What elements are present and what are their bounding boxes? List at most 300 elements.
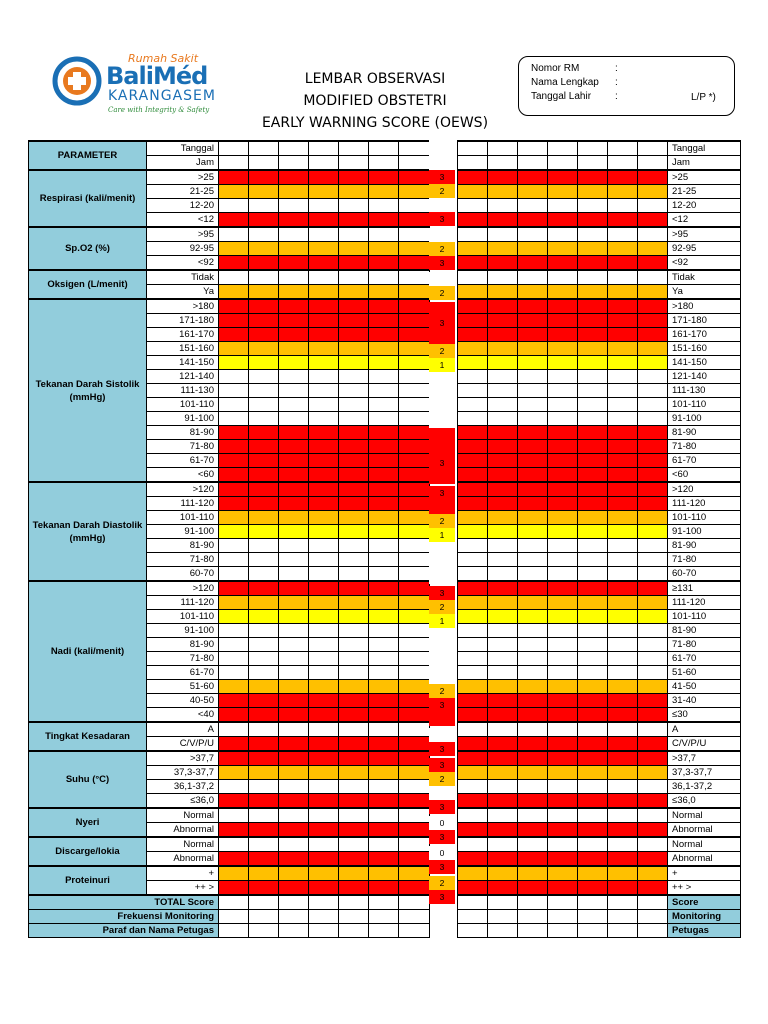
entry-cell[interactable] [608, 270, 638, 285]
entry-cell[interactable] [339, 370, 369, 384]
entry-cell[interactable] [339, 539, 369, 553]
entry-cell[interactable] [608, 780, 638, 794]
entry-cell[interactable] [488, 412, 518, 426]
entry-cell[interactable] [249, 680, 279, 694]
entry-cell[interactable] [548, 370, 578, 384]
entry-cell[interactable] [488, 610, 518, 624]
entry-cell[interactable] [548, 497, 578, 511]
entry-cell[interactable] [219, 270, 249, 285]
entry-cell[interactable] [279, 924, 309, 938]
entry-cell[interactable] [249, 370, 279, 384]
entry-cell[interactable] [339, 213, 369, 228]
entry-cell[interactable] [279, 895, 309, 910]
entry-cell[interactable] [369, 694, 399, 708]
entry-cell[interactable] [638, 199, 668, 213]
entry-cell[interactable] [488, 426, 518, 440]
entry-cell[interactable] [219, 808, 249, 823]
entry-cell[interactable] [369, 468, 399, 483]
entry-cell[interactable] [309, 852, 339, 867]
entry-cell[interactable] [608, 624, 638, 638]
entry-cell[interactable] [309, 141, 339, 156]
entry-cell[interactable] [399, 482, 430, 497]
entry-cell[interactable] [518, 468, 548, 483]
entry-cell[interactable] [309, 624, 339, 638]
entry-cell[interactable] [638, 553, 668, 567]
entry-cell[interactable] [518, 766, 548, 780]
entry-cell[interactable] [339, 794, 369, 809]
entry-cell[interactable] [249, 652, 279, 666]
entry-cell[interactable] [309, 440, 339, 454]
entry-cell[interactable] [399, 141, 430, 156]
entry-cell[interactable] [578, 356, 608, 370]
entry-cell[interactable] [249, 694, 279, 708]
entry-cell[interactable] [458, 227, 488, 242]
entry-cell[interactable] [399, 511, 430, 525]
entry-cell[interactable] [219, 751, 249, 766]
entry-cell[interactable] [279, 482, 309, 497]
entry-cell[interactable] [548, 412, 578, 426]
entry-cell[interactable] [608, 285, 638, 300]
entry-cell[interactable] [249, 412, 279, 426]
entry-cell[interactable] [279, 808, 309, 823]
entry-cell[interactable] [249, 314, 279, 328]
entry-cell[interactable] [219, 823, 249, 838]
entry-cell[interactable] [369, 328, 399, 342]
entry-cell[interactable] [369, 213, 399, 228]
entry-cell[interactable] [369, 666, 399, 680]
entry-cell[interactable] [518, 737, 548, 752]
entry-cell[interactable] [369, 370, 399, 384]
entry-cell[interactable] [399, 895, 430, 910]
entry-cell[interactable] [548, 398, 578, 412]
entry-cell[interactable] [608, 766, 638, 780]
entry-cell[interactable] [249, 823, 279, 838]
entry-cell[interactable] [399, 596, 430, 610]
entry-cell[interactable] [548, 652, 578, 666]
entry-cell[interactable] [638, 141, 668, 156]
entry-cell[interactable] [608, 482, 638, 497]
entry-cell[interactable] [309, 497, 339, 511]
entry-cell[interactable] [309, 638, 339, 652]
entry-cell[interactable] [219, 881, 249, 896]
entry-cell[interactable] [548, 910, 578, 924]
entry-cell[interactable] [518, 497, 548, 511]
entry-cell[interactable] [608, 737, 638, 752]
entry-cell[interactable] [518, 156, 548, 171]
entry-cell[interactable] [548, 482, 578, 497]
entry-cell[interactable] [339, 285, 369, 300]
entry-cell[interactable] [339, 199, 369, 213]
entry-cell[interactable] [518, 852, 548, 867]
entry-cell[interactable] [219, 624, 249, 638]
entry-cell[interactable] [458, 808, 488, 823]
entry-cell[interactable] [578, 170, 608, 185]
entry-cell[interactable] [309, 185, 339, 199]
entry-cell[interactable] [279, 610, 309, 624]
entry-cell[interactable] [548, 581, 578, 596]
entry-cell[interactable] [219, 256, 249, 271]
entry-cell[interactable] [249, 666, 279, 680]
entry-cell[interactable] [399, 539, 430, 553]
entry-cell[interactable] [548, 852, 578, 867]
entry-cell[interactable] [578, 823, 608, 838]
entry-cell[interactable] [488, 866, 518, 881]
entry-cell[interactable] [518, 213, 548, 228]
entry-cell[interactable] [249, 299, 279, 314]
entry-cell[interactable] [339, 185, 369, 199]
entry-cell[interactable] [638, 440, 668, 454]
entry-cell[interactable] [309, 808, 339, 823]
entry-cell[interactable] [578, 581, 608, 596]
entry-cell[interactable] [488, 398, 518, 412]
entry-cell[interactable] [548, 610, 578, 624]
entry-cell[interactable] [458, 525, 488, 539]
entry-cell[interactable] [638, 881, 668, 896]
entry-cell[interactable] [488, 342, 518, 356]
entry-cell[interactable] [399, 553, 430, 567]
entry-cell[interactable] [458, 412, 488, 426]
entry-cell[interactable] [399, 852, 430, 867]
entry-cell[interactable] [249, 808, 279, 823]
entry-cell[interactable] [488, 624, 518, 638]
entry-cell[interactable] [249, 780, 279, 794]
entry-cell[interactable] [458, 242, 488, 256]
entry-cell[interactable] [608, 794, 638, 809]
entry-cell[interactable] [548, 666, 578, 680]
entry-cell[interactable] [518, 256, 548, 271]
entry-cell[interactable] [369, 596, 399, 610]
entry-cell[interactable] [369, 808, 399, 823]
entry-cell[interactable] [458, 852, 488, 867]
entry-cell[interactable] [458, 199, 488, 213]
entry-cell[interactable] [399, 652, 430, 666]
entry-cell[interactable] [369, 497, 399, 511]
entry-cell[interactable] [518, 299, 548, 314]
entry-cell[interactable] [638, 213, 668, 228]
entry-cell[interactable] [458, 680, 488, 694]
entry-cell[interactable] [578, 596, 608, 610]
entry-cell[interactable] [608, 199, 638, 213]
entry-cell[interactable] [548, 185, 578, 199]
entry-cell[interactable] [518, 511, 548, 525]
entry-cell[interactable] [279, 299, 309, 314]
entry-cell[interactable] [608, 299, 638, 314]
entry-cell[interactable] [458, 610, 488, 624]
entry-cell[interactable] [608, 227, 638, 242]
entry-cell[interactable] [518, 708, 548, 723]
entry-cell[interactable] [458, 539, 488, 553]
entry-cell[interactable] [309, 511, 339, 525]
entry-cell[interactable] [219, 694, 249, 708]
entry-cell[interactable] [309, 708, 339, 723]
entry-cell[interactable] [548, 722, 578, 737]
entry-cell[interactable] [339, 553, 369, 567]
entry-cell[interactable] [638, 299, 668, 314]
entry-cell[interactable] [488, 299, 518, 314]
entry-cell[interactable] [608, 156, 638, 171]
entry-cell[interactable] [339, 694, 369, 708]
entry-cell[interactable] [399, 156, 430, 171]
entry-cell[interactable] [518, 426, 548, 440]
entry-cell[interactable] [219, 156, 249, 171]
entry-cell[interactable] [518, 808, 548, 823]
entry-cell[interactable] [578, 624, 608, 638]
entry-cell[interactable] [548, 227, 578, 242]
entry-cell[interactable] [638, 156, 668, 171]
entry-cell[interactable] [488, 468, 518, 483]
entry-cell[interactable] [458, 694, 488, 708]
entry-cell[interactable] [638, 285, 668, 300]
entry-cell[interactable] [488, 156, 518, 171]
entry-cell[interactable] [279, 881, 309, 896]
entry-cell[interactable] [518, 694, 548, 708]
entry-cell[interactable] [279, 314, 309, 328]
entry-cell[interactable] [399, 708, 430, 723]
entry-cell[interactable] [309, 794, 339, 809]
entry-cell[interactable] [369, 242, 399, 256]
entry-cell[interactable] [578, 881, 608, 896]
entry-cell[interactable] [339, 227, 369, 242]
entry-cell[interactable] [608, 213, 638, 228]
entry-cell[interactable] [369, 924, 399, 938]
entry-cell[interactable] [548, 454, 578, 468]
entry-cell[interactable] [339, 722, 369, 737]
entry-cell[interactable] [249, 256, 279, 271]
entry-cell[interactable] [548, 256, 578, 271]
entry-cell[interactable] [608, 553, 638, 567]
entry-cell[interactable] [548, 794, 578, 809]
entry-cell[interactable] [488, 895, 518, 910]
entry-cell[interactable] [578, 666, 608, 680]
entry-cell[interactable] [279, 412, 309, 426]
entry-cell[interactable] [219, 285, 249, 300]
entry-cell[interactable] [638, 497, 668, 511]
entry-cell[interactable] [578, 567, 608, 582]
entry-cell[interactable] [399, 256, 430, 271]
entry-cell[interactable] [279, 666, 309, 680]
entry-cell[interactable] [309, 652, 339, 666]
entry-cell[interactable] [458, 567, 488, 582]
entry-cell[interactable] [458, 553, 488, 567]
entry-cell[interactable] [458, 722, 488, 737]
entry-cell[interactable] [279, 242, 309, 256]
entry-cell[interactable] [518, 652, 548, 666]
entry-cell[interactable] [369, 910, 399, 924]
entry-cell[interactable] [578, 156, 608, 171]
entry-cell[interactable] [518, 823, 548, 838]
entry-cell[interactable] [219, 370, 249, 384]
entry-cell[interactable] [219, 511, 249, 525]
entry-cell[interactable] [339, 766, 369, 780]
entry-cell[interactable] [638, 342, 668, 356]
entry-cell[interactable] [458, 497, 488, 511]
entry-cell[interactable] [339, 412, 369, 426]
entry-cell[interactable] [339, 866, 369, 881]
entry-cell[interactable] [458, 823, 488, 838]
entry-cell[interactable] [578, 314, 608, 328]
entry-cell[interactable] [219, 342, 249, 356]
entry-cell[interactable] [488, 199, 518, 213]
entry-cell[interactable] [608, 924, 638, 938]
entry-cell[interactable] [488, 652, 518, 666]
entry-cell[interactable] [279, 794, 309, 809]
entry-cell[interactable] [249, 852, 279, 867]
entry-cell[interactable] [578, 398, 608, 412]
entry-cell[interactable] [309, 270, 339, 285]
entry-cell[interactable] [608, 666, 638, 680]
entry-cell[interactable] [309, 581, 339, 596]
entry-cell[interactable] [638, 751, 668, 766]
entry-cell[interactable] [578, 370, 608, 384]
entry-cell[interactable] [369, 610, 399, 624]
entry-cell[interactable] [249, 141, 279, 156]
entry-cell[interactable] [578, 525, 608, 539]
entry-cell[interactable] [518, 412, 548, 426]
entry-cell[interactable] [518, 881, 548, 896]
entry-cell[interactable] [279, 766, 309, 780]
entry-cell[interactable] [339, 581, 369, 596]
entry-cell[interactable] [458, 652, 488, 666]
entry-cell[interactable] [488, 356, 518, 370]
entry-cell[interactable] [458, 299, 488, 314]
entry-cell[interactable] [488, 666, 518, 680]
entry-cell[interactable] [458, 766, 488, 780]
entry-cell[interactable] [399, 426, 430, 440]
entry-cell[interactable] [249, 328, 279, 342]
entry-cell[interactable] [369, 722, 399, 737]
entry-cell[interactable] [488, 242, 518, 256]
entry-cell[interactable] [548, 808, 578, 823]
entry-cell[interactable] [399, 328, 430, 342]
entry-cell[interactable] [518, 227, 548, 242]
entry-cell[interactable] [219, 652, 249, 666]
entry-cell[interactable] [458, 866, 488, 881]
entry-cell[interactable] [488, 270, 518, 285]
entry-cell[interactable] [638, 910, 668, 924]
entry-cell[interactable] [279, 511, 309, 525]
entry-cell[interactable] [399, 242, 430, 256]
entry-cell[interactable] [279, 751, 309, 766]
entry-cell[interactable] [488, 680, 518, 694]
entry-cell[interactable] [309, 780, 339, 794]
entry-cell[interactable] [279, 384, 309, 398]
entry-cell[interactable] [399, 454, 430, 468]
entry-cell[interactable] [279, 910, 309, 924]
entry-cell[interactable] [249, 567, 279, 582]
entry-cell[interactable] [578, 227, 608, 242]
entry-cell[interactable] [458, 285, 488, 300]
entry-cell[interactable] [518, 525, 548, 539]
entry-cell[interactable] [309, 722, 339, 737]
entry-cell[interactable] [488, 852, 518, 867]
entry-cell[interactable] [339, 482, 369, 497]
entry-cell[interactable] [458, 314, 488, 328]
entry-cell[interactable] [339, 610, 369, 624]
entry-cell[interactable] [458, 511, 488, 525]
entry-cell[interactable] [608, 242, 638, 256]
entry-cell[interactable] [309, 610, 339, 624]
entry-cell[interactable] [309, 342, 339, 356]
entry-cell[interactable] [369, 384, 399, 398]
entry-cell[interactable] [219, 440, 249, 454]
entry-cell[interactable] [399, 680, 430, 694]
entry-cell[interactable] [219, 837, 249, 852]
entry-cell[interactable] [369, 895, 399, 910]
entry-cell[interactable] [219, 525, 249, 539]
entry-cell[interactable] [309, 468, 339, 483]
entry-cell[interactable] [339, 398, 369, 412]
entry-cell[interactable] [369, 356, 399, 370]
entry-cell[interactable] [638, 924, 668, 938]
entry-cell[interactable] [488, 141, 518, 156]
entry-cell[interactable] [369, 170, 399, 185]
entry-cell[interactable] [249, 440, 279, 454]
entry-cell[interactable] [608, 837, 638, 852]
entry-cell[interactable] [638, 525, 668, 539]
entry-cell[interactable] [279, 285, 309, 300]
entry-cell[interactable] [578, 242, 608, 256]
entry-cell[interactable] [518, 751, 548, 766]
entry-cell[interactable] [458, 881, 488, 896]
entry-cell[interactable] [458, 596, 488, 610]
entry-cell[interactable] [548, 426, 578, 440]
entry-cell[interactable] [608, 314, 638, 328]
entry-cell[interactable] [339, 708, 369, 723]
entry-cell[interactable] [518, 384, 548, 398]
entry-cell[interactable] [309, 680, 339, 694]
entry-cell[interactable] [339, 525, 369, 539]
entry-cell[interactable] [309, 384, 339, 398]
entry-cell[interactable] [339, 256, 369, 271]
entry-cell[interactable] [339, 299, 369, 314]
entry-cell[interactable] [249, 213, 279, 228]
entry-cell[interactable] [369, 342, 399, 356]
entry-cell[interactable] [369, 511, 399, 525]
entry-cell[interactable] [249, 596, 279, 610]
entry-cell[interactable] [309, 567, 339, 582]
entry-cell[interactable] [638, 624, 668, 638]
entry-cell[interactable] [578, 511, 608, 525]
entry-cell[interactable] [369, 199, 399, 213]
entry-cell[interactable] [279, 596, 309, 610]
entry-cell[interactable] [279, 638, 309, 652]
entry-cell[interactable] [249, 454, 279, 468]
entry-cell[interactable] [249, 170, 279, 185]
entry-cell[interactable] [578, 384, 608, 398]
entry-cell[interactable] [518, 370, 548, 384]
entry-cell[interactable] [249, 924, 279, 938]
entry-cell[interactable] [219, 638, 249, 652]
entry-cell[interactable] [638, 708, 668, 723]
entry-cell[interactable] [339, 680, 369, 694]
entry-cell[interactable] [339, 567, 369, 582]
entry-cell[interactable] [488, 638, 518, 652]
entry-cell[interactable] [309, 596, 339, 610]
entry-cell[interactable] [458, 708, 488, 723]
entry-cell[interactable] [488, 823, 518, 838]
entry-cell[interactable] [548, 468, 578, 483]
entry-cell[interactable] [249, 539, 279, 553]
entry-cell[interactable] [339, 910, 369, 924]
entry-cell[interactable] [309, 370, 339, 384]
entry-cell[interactable] [369, 454, 399, 468]
entry-cell[interactable] [399, 610, 430, 624]
entry-cell[interactable] [339, 328, 369, 342]
entry-cell[interactable] [279, 454, 309, 468]
entry-cell[interactable] [309, 299, 339, 314]
entry-cell[interactable] [488, 213, 518, 228]
entry-cell[interactable] [488, 384, 518, 398]
